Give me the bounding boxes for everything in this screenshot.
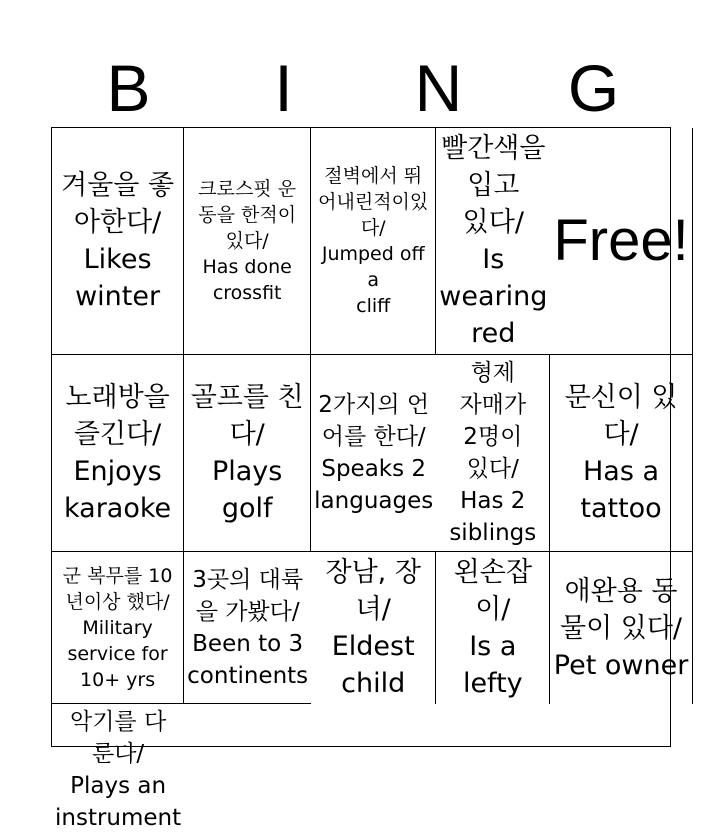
cell-text: 빨간색을 입고 있다/ Is wearing red (439, 133, 548, 349)
bingo-cell-r4-c1[interactable] (311, 552, 436, 704)
cell-text: 겨울을 좋 아한다/ Likes winter (61, 170, 175, 312)
cell-text: 크로스핏 운 동을 한적이 있다/ Has done crossfit (198, 178, 297, 304)
bingo-cell-r3-c4[interactable] (184, 552, 311, 704)
cell-text: 노래방을 즐긴다/ Enjoys karaoke (64, 382, 172, 524)
bingo-cell-r1-c2[interactable] (184, 128, 311, 355)
bingo-cell-r1-c3[interactable] (311, 128, 436, 355)
header-letter-i: I (274, 51, 293, 125)
header-letter-g: G (567, 51, 620, 125)
bingo-cell-r2-c2[interactable] (52, 355, 184, 552)
cell-text: 2가지의 언 어를 한다/ Speaks 2 languages (314, 392, 434, 514)
cell-text: 절벽에서 뛰 어내린적이있 다/ Jumped off a cliff (318, 165, 429, 317)
cell-text: 골프를 친 다/ Plays golf (190, 382, 304, 524)
bingo-cell-r2-c3[interactable] (184, 355, 311, 552)
cell-text: 군 복무를 10 년이상 했다/ Military service for 10+ yrs (62, 564, 173, 691)
cell-text: 악기를 다 룬다/ Plays an instrument (55, 709, 182, 831)
cell-text: 왼손잡 이/ Is a lefty (453, 557, 532, 699)
cell-text: 애완용 동 물이 있다/ Pet owner (553, 575, 689, 681)
header-letter-b: B (106, 51, 151, 125)
bingo-cell-r2-c4[interactable] (311, 355, 436, 552)
bingo-cell-free[interactable] (550, 128, 692, 355)
bingo-cell-r1-c1[interactable] (52, 128, 184, 355)
cell-text: 형제 자매가 2명이 있다/ Has 2 siblings (449, 360, 537, 546)
cell-text: 3곳의 대륙 을 가봤다/ Been to 3 continents (187, 566, 309, 689)
bingo-cell-r1-c4[interactable] (436, 128, 550, 355)
cell-text: 장남, 장 녀/ Eldest child (325, 557, 421, 699)
bingo-cell-r4-c3[interactable] (550, 552, 692, 704)
bingo-board (51, 127, 689, 831)
bingo-cell-r3-c1[interactable] (436, 355, 550, 552)
bingo-cell-r3-c2[interactable] (550, 355, 692, 552)
bingo-cell-r4-c2[interactable] (436, 552, 550, 704)
bingo-cell-r3-c3[interactable] (52, 552, 184, 704)
header-letter-n: N (414, 51, 463, 125)
cell-text: Free! (553, 208, 689, 273)
bingo-cell-r4-c4[interactable] (52, 704, 184, 836)
cell-text: 문신이 있 다/ Has a tattoo (564, 382, 678, 524)
bingo-header (51, 48, 671, 128)
